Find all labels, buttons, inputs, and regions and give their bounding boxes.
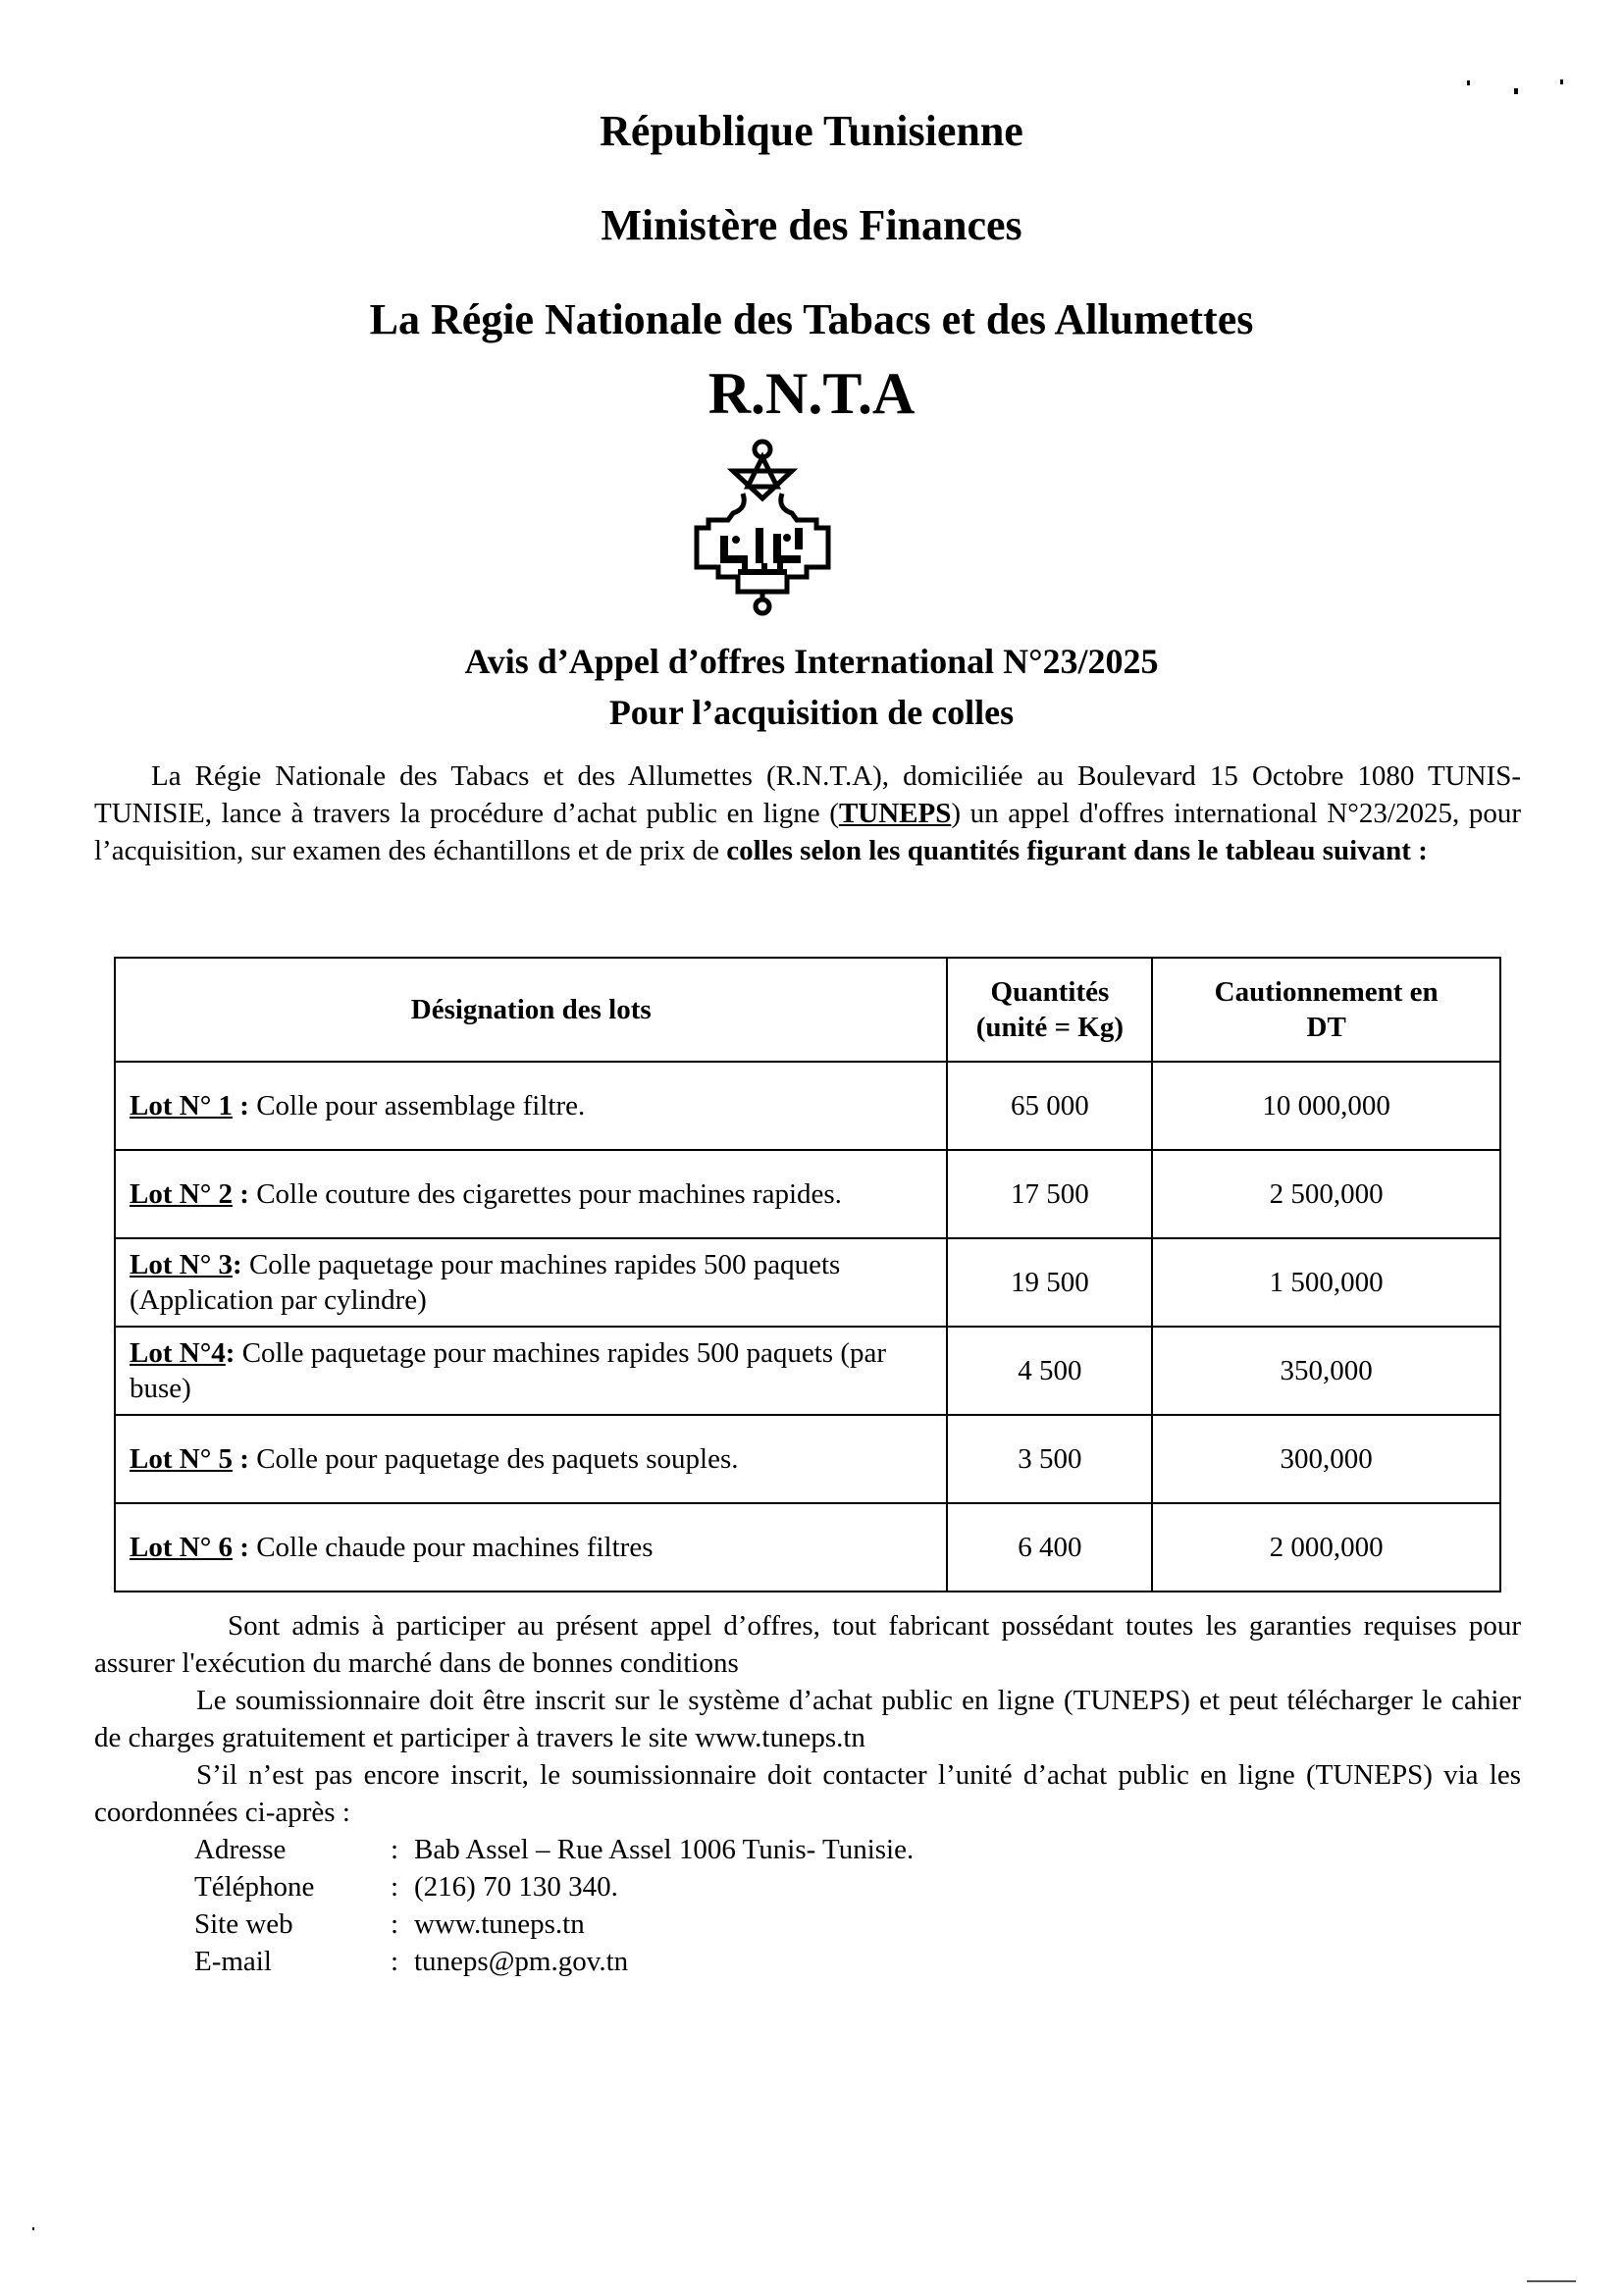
contact-separator: : — [391, 1834, 399, 1865]
lot-separator: : — [233, 1532, 257, 1563]
lot-designation — [115, 1415, 947, 1503]
contact-intro-paragraph: S’il n’est pas encore inscrit, le soumissionnaire doit contacter l’unité d’achat public en ligne (TUNEPS) via les coordonnées ci-après : — [94, 1759, 1521, 1828]
lot-quantity: 17 500 — [947, 1150, 1152, 1238]
scan-speck — [1560, 79, 1563, 84]
table-header-row — [115, 958, 1500, 1062]
intro-paragraph — [94, 757, 1521, 869]
table-row — [115, 1415, 1500, 1503]
lot-bond: 2 500,000 — [1152, 1150, 1500, 1238]
header-quantities — [947, 958, 1152, 1062]
eligibility-paragraph: Sont admis à participer au présent appel d’offres, tout fabricant possédant toutes les garanties requises pour assurer l'exécution du marché dans de bonnes conditions — [94, 1610, 1521, 1679]
lot-quantity: 6 400 — [947, 1503, 1152, 1592]
contact-email — [194, 1943, 914, 1980]
contact-separator: : — [391, 1946, 399, 1977]
header-republic: République Tunisienne — [600, 107, 1023, 155]
contact-value[interactable]: www.tuneps.tn — [414, 1908, 585, 1940]
lot-separator: : — [233, 1178, 257, 1210]
lot-bond: 350,000 — [1152, 1327, 1500, 1415]
header-ministry: Ministère des Finances — [601, 201, 1022, 249]
lot-designation — [115, 1062, 947, 1150]
header-quantities-line2: (unité = Kg) — [975, 1012, 1124, 1043]
header-designation: Désignation des lots — [115, 958, 947, 1062]
lot-label: Lot N° 5 — [130, 1443, 234, 1475]
scan-speck — [1527, 2280, 1576, 2282]
lot-designation — [115, 1503, 947, 1592]
lot-quantity: 65 000 — [947, 1062, 1152, 1150]
lot-bond: 2 000,000 — [1152, 1503, 1500, 1592]
contact-separator: : — [391, 1908, 399, 1940]
lot-separator: : — [233, 1443, 257, 1475]
table-row — [115, 1150, 1500, 1238]
table-row — [115, 1062, 1500, 1150]
notice-subtitle: Pour l’acquisition de colles — [608, 693, 1015, 732]
lot-separator: : — [233, 1090, 257, 1122]
lot-bond: 1 500,000 — [1152, 1238, 1500, 1327]
header-quantities-line1: Quantités — [990, 976, 1110, 1008]
scan-speck — [32, 2227, 34, 2230]
contact-label: Site web — [194, 1908, 293, 1940]
contact-website — [194, 1905, 914, 1943]
header-bond — [1152, 958, 1500, 1062]
table-row — [115, 1238, 1500, 1327]
lot-quantity: 3 500 — [947, 1415, 1152, 1503]
lot-label: Lot N° 1 — [130, 1090, 234, 1122]
lot-quantity: 19 500 — [947, 1238, 1152, 1327]
intro-text-a: La Régie Nationale des Tabacs et des Allumettes (R.N.T.A), domiciliée au Boulevard 15 Octobre 1080 TUNIS-TUNISIE, lance à travers la procédure d’achat public en ligne ( — [94, 760, 1521, 829]
lot-label: Lot N° 6 — [130, 1532, 234, 1563]
contact-label: Téléphone — [194, 1871, 315, 1903]
contact-label: E-mail — [194, 1946, 272, 1977]
lot-label: Lot N° 3 — [130, 1249, 234, 1280]
contact-separator: : — [391, 1871, 399, 1903]
lot-description: Colle chaude pour machines filtres — [256, 1532, 654, 1563]
lot-description: Colle pour assemblage filtre. — [256, 1090, 586, 1122]
lot-description: Colle pour paquetage des paquets souples. — [256, 1443, 739, 1475]
header-acronym: R.N.T.A — [707, 361, 916, 426]
lot-label: Lot N° 2 — [130, 1178, 234, 1210]
contact-phone — [194, 1868, 914, 1905]
contact-value[interactable]: tuneps@pm.gov.tn — [414, 1946, 629, 1977]
contact-address — [194, 1831, 914, 1868]
lots-table — [114, 957, 1501, 1592]
contact-block — [194, 1831, 914, 1980]
rnta-emblem-icon — [679, 430, 846, 616]
scan-speck — [1467, 80, 1470, 85]
tuneps-label: TUNEPS — [838, 798, 952, 829]
table-row — [115, 1327, 1500, 1415]
lot-designation — [115, 1150, 947, 1238]
scan-speck — [1514, 88, 1518, 94]
lot-description: Colle couture des cigarettes pour machines rapides. — [256, 1178, 842, 1210]
contact-value: Bab Assel – Rue Assel 1006 Tunis- Tunisie. — [414, 1834, 915, 1865]
lot-designation — [115, 1238, 947, 1327]
header-organization: La Régie Nationale des Tabacs et des Allumettes — [369, 295, 1254, 343]
lot-separator: : — [233, 1249, 249, 1280]
notice-title: Avis d’Appel d’offres International N°23/2025 — [464, 642, 1159, 681]
lot-quantity: 4 500 — [947, 1327, 1152, 1415]
intro-text-b: ) un appel d'offres international N°23/2025, pour l’acquisition, sur examen des échantillons et de prix de — [94, 798, 1521, 866]
lot-description: Colle paquetage pour machines rapides 500 paquets (Application par cylindre) — [130, 1249, 841, 1316]
lot-designation — [115, 1327, 947, 1415]
contact-value: (216) 70 130 340. — [414, 1871, 618, 1903]
lot-description: Colle paquetage pour machines rapides 500 paquets (par buse) — [130, 1337, 887, 1404]
table-row — [115, 1503, 1500, 1592]
lot-label: Lot N°4 — [130, 1337, 226, 1369]
header-bond-line1: Cautionnement en — [1214, 976, 1439, 1008]
lot-bond: 10 000,000 — [1152, 1062, 1500, 1150]
header-bond-line2: DT — [1306, 1012, 1346, 1043]
lot-separator: : — [225, 1337, 242, 1369]
registration-paragraph: Le soumissionnaire doit être inscrit sur le système d’achat public en ligne (TUNEPS) et peut télécharger le cahier de charges gratuitement et participer à travers le site www.tuneps.tn — [94, 1685, 1521, 1753]
contact-label: Adresse — [194, 1834, 287, 1865]
intro-bold-end: colles selon les quantités figurant dans le tableau suivant : — [726, 835, 1428, 866]
lot-bond: 300,000 — [1152, 1415, 1500, 1503]
